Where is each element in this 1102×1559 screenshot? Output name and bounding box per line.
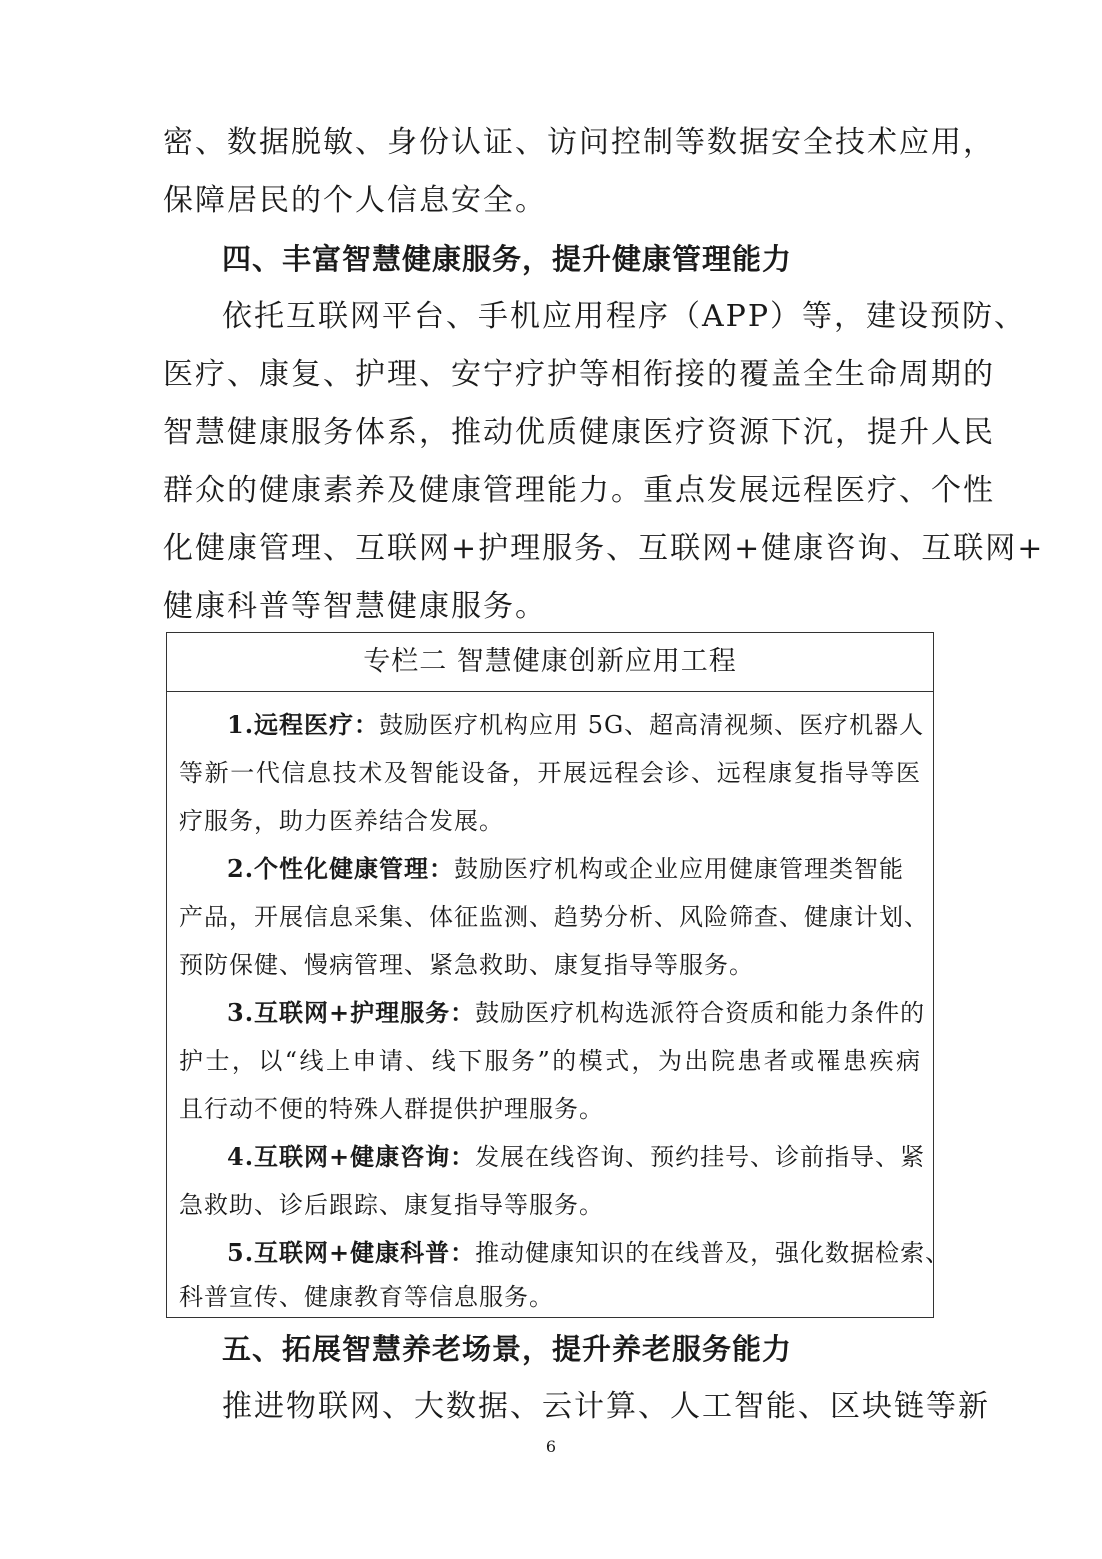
item-label: 4.互联网+健康咨询： [227,1142,476,1171]
paragraph-line: 医疗、康复、护理、安宁疗护等相衔接的覆盖全生命周期的 [163,357,995,392]
item-label: 5.互联网+健康科普： [227,1238,476,1267]
item-text: 鼓励医疗机构应用 5G、超高清视频、医疗机器人 [379,711,925,739]
box-title: 专栏二 智慧健康创新应用工程 [167,633,933,692]
paragraph-line: 化健康管理、互联网+护理服务、互联网+健康咨询、互联网+ [163,531,1045,566]
box-item [227,845,921,893]
info-box [166,632,951,1318]
section-heading: 五、拓展智慧养老场景，提升养老服务能力 [222,1332,793,1366]
box-line: 预防保健、慢病管理、紧急救助、康复指导等服务。 [179,951,754,979]
item-text: 鼓励医疗机构或企业应用健康管理类智能 [454,855,905,883]
box-line: 护士，以“线上申请、线下服务”的模式，为出院患者或罹患疾病 [179,1047,921,1075]
paragraph-line: 健康科普等智慧健康服务。 [163,589,547,624]
box-item [227,1133,926,1181]
paragraph-line: 群众的健康素养及健康管理能力。重点发展远程医疗、个性 [163,473,995,508]
box-item [227,701,925,749]
paragraph-line: 依托互联网平台、手机应用程序（APP）等，建设预防、 [222,299,1027,334]
paragraph-line: 保障居民的个人信息安全。 [163,183,547,218]
item-text: 鼓励医疗机构选派符合资质和能力条件的 [475,999,926,1027]
box-line: 且行动不便的特殊人群提供护理服务。 [179,1095,604,1123]
item-text: 发展在线咨询、预约挂号、诊前指导、紧 [475,1143,926,1171]
box-line: 产品，开展信息采集、体征监测、趋势分析、风险筛查、健康计划、 [179,903,929,931]
box-line: 科普宣传、健康教育等信息服务。 [179,1283,554,1311]
box-item [227,989,926,1037]
box-line: 等新一代信息技术及智能设备，开展远程会诊、远程康复指导等医 [179,759,921,787]
paragraph-line: 推进物联网、大数据、云计算、人工智能、区块链等新 [222,1389,990,1424]
box-line: 疗服务，助力医养结合发展。 [179,807,504,835]
item-label: 1.远程医疗： [227,710,380,739]
section-heading: 四、丰富智慧健康服务，提升健康管理能力 [222,242,793,276]
item-label: 2.个性化健康管理： [227,854,455,883]
box-line: 急救助、诊后跟踪、康复指导等服务。 [179,1191,604,1219]
paragraph-line: 智慧健康服务体系，推动优质健康医疗资源下沉，提升人民 [163,415,995,450]
box-item [227,1229,951,1277]
item-label: 3.互联网+护理服务： [227,998,476,1027]
page-number: 6 [545,1437,557,1456]
paragraph-line: 密、数据脱敏、身份认证、访问控制等数据安全技术应用， [163,125,995,160]
item-text: 推动健康知识的在线普及，强化数据检索、 [475,1239,951,1267]
